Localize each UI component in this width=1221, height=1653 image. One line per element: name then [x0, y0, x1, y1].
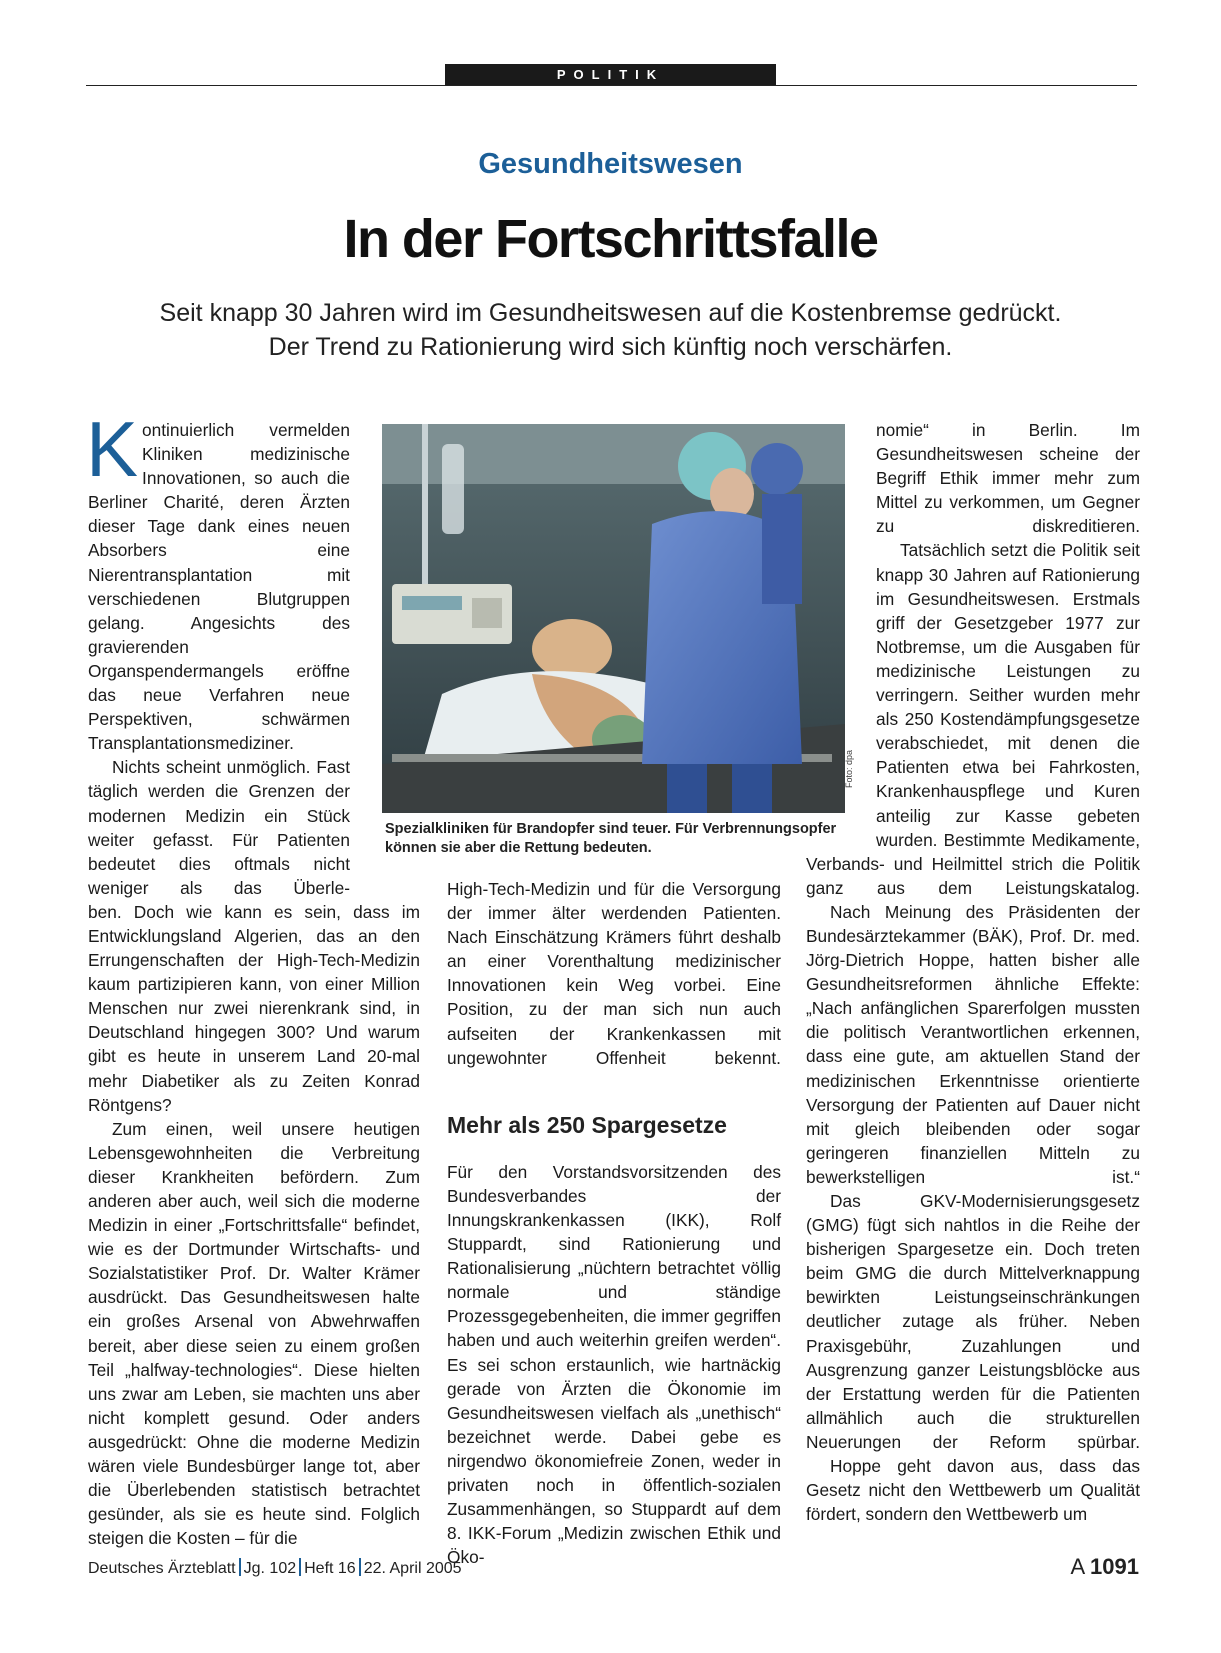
paragraph: Für den Vorstandsvorsitzenden des Bundesverbandes der Innungskrankenkassen (IKK), Rolf Stuppardt, sind Rationierung und Rationalisierung „nüchtern betrachtet völlig normale und ständige Prozessgegebenheiten, die immer gegriffen haben und auch weiterhin greifen werden“. Es sei schon erstaunlich, wie hartnäckig gerade von Ärzten die Ökonomie im Gesundheitswesen vielfach als „unethisch“ bezeichnet werde. Dabei gebe es nirgendwo ökonomiefreie Zonen, weder in privaten noch in öffentlich-sozialen Zusammenhängen, so Stuppardt auf dem 8. IKK-Forum „Medizin zwischen Ethik und Öko-: [447, 1161, 781, 1568]
column-2: [447, 877, 781, 1569]
paragraph: Tatsächlich setzt die Politik seit knapp 30 Jahren auf Rationierung im Gesundheitswesen. Erstmals griff der Gesetzgeber 1977 zur Notbremse, um die Ausgaben für medizinische Leistungen zu verringern. Seither wurden mehr als 250 Kostendämpfungsgesetze verabschiedet, mit denen die Patienten etwa bei Fahrkosten, Krankenhauspflege und Kuren anteilig zur Kasse gebeten wurden. Bestimmte Medikamente,: [876, 540, 1140, 850]
header-rule: [86, 85, 1137, 86]
paragraph: Kontinuierlich vermelden Kliniken medizinische Innovationen, so auch die Berliner Charité, deren Ärzten dieser Tage dank eines neuen Absorbers eine Nierentransplantation mit verschiedenen Blutgruppen gelang. Angesichts des gravierenden Organspendermangels eröffne das neue Verfahren neue Perspektiven, schwärmen Transplantationsmediziner.: [86, 405, 350, 754]
page-number: [1070, 1554, 1139, 1580]
page-prefix: A: [1070, 1554, 1084, 1579]
subheading: Mehr als 250 Spargesetze: [447, 1111, 727, 1138]
paragraph: Verbands- und Heilmittel strich die Politik ganz aus dem Leistungskatalog.: [806, 853, 1140, 898]
dek-line: Der Trend zu Rationierung wird sich künftig noch verschärfen.: [268, 333, 953, 361]
journal-name: Deutsches Ärzteblatt: [88, 1560, 236, 1577]
dek-line: Seit knapp 30 Jahren wird im Gesundheitswesen auf die Kostenbremse gedrückt.: [159, 299, 1062, 327]
kicker: Gesundheitswesen: [478, 148, 743, 180]
photo-burn-clinic: [382, 424, 845, 813]
paragraph: nomie“ in Berlin. Im Gesundheitswesen scheine der Begriff Ethik immer mehr zum Mittel zu verkommen, um Gegner zu diskreditieren.: [876, 420, 1140, 537]
paragraph: ben. Doch wie kann es sein, dass im Entwicklungsland Algerien, das an den Errungenschaften der High-Tech-Medizin kaum partizipieren kann, von einer Million Menschen nur zwei nierenkrank sind, in Deutschland hingegen 300? Und warum gibt es heute in unserem Land 20-mal mehr Diabetiker als zu Zeiten Konrad Röntgens?: [88, 901, 420, 1115]
paragraph: Hoppe geht davon aus, dass das Gesetz nicht den Wettbewerb um Qualität fördert, sondern den Wettbewerb um: [806, 1456, 1140, 1525]
paragraph: Nach Meinung des Präsidenten der Bundesärztekammer (BÄK), Prof. Dr. med. Jörg-Dietrich Hoppe, hatten bisher alle Gesundheitsreformen ähnliche Effekte: „Nach anfänglichen Sparerfolgen mussten die politisch Verantwortlichen erkennen, dass eine gute, am aktuellen Stand der medizinischen Erkenntnisse orientierte Versorgung der Patienten auf Dauer nicht mit gleich bleibenden oder sogar geringeren finanziellen Mitteln zu bewerkstelligen ist.“: [806, 901, 1140, 1187]
paragraph: High-Tech-Medizin und für die Versorgung der immer älter werdenden Patienten. Nach Einschätzung Krämers führt deshalb an einer Vorenthaltung medizinischer Innovationen kein Weg vorbei. Eine Position, zu der man sich nun auch aufseiten der Krankenkassen mit ungewohnter Offenheit bekennt.: [447, 879, 781, 1068]
footer-separator: [359, 1558, 361, 1576]
footer-separator: [239, 1558, 241, 1576]
dek: [0, 296, 1221, 364]
date: 22. April 2005: [363, 1560, 462, 1577]
page-number-value: 1091: [1090, 1554, 1139, 1579]
section-label: POLITIK: [445, 64, 776, 85]
photo-credit: Foto: dpa: [844, 749, 854, 788]
photo-illustration: [382, 424, 845, 813]
photo-caption: Spezialkliniken für Brandopfer sind teuer. Für Verbrennungsopfer können sie aber die Rettung bedeuten.: [385, 821, 837, 856]
paragraph: Zum einen, weil unsere heutigen Lebensgewohnheiten die Verbreitung dieser Krankheiten befördern. Zum anderen aber auch, weil sich die moderne Medizin in einer „Fortschrittsfalle“ befindet, wie es der Dortmunder Wirtschafts- und Sozialstatistiker Prof. Dr. Walter Krämer ausdrückt. Das Gesundheitswesen halte ein großes Arsenal von Abwehrwaffen bereit, aber diese seien zu einem großen Teil „halfway-technologies“. Diese hielten uns zwar am Leben, sie machten uns aber nicht komplett gesund. Oder anders ausgedrückt: Ohne die moderne Medizin wären viele Bundesbürger lange tot, aber die Überlebenden statistisch betrachtet gesünder, als sie es heute sind. Folglich steigen die Kosten – für die: [88, 1118, 420, 1549]
column-3: [806, 418, 1140, 1526]
footer-separator: [299, 1558, 301, 1576]
paragraph: Nichts scheint unmöglich. Fast täglich werden die Grenzen der modernen Medizin ein Stück weiter gefasst. Für Patienten bedeutet dies oftmals nicht weniger als das Überle-: [88, 757, 350, 898]
headline: In der Fortschrittsfalle: [343, 209, 878, 269]
drop-cap: K: [86, 405, 139, 493]
volume: Jg. 102: [243, 1560, 297, 1577]
paragraph: Das GKV-Modernisierungsgesetz (GMG) fügt sich nahtlos in die Reihe der bisherigen Spargesetze ein. Doch treten beim GMG die durch Mittelverknappung bewirkten Leistungseinschränkungen deutlicher zutage als früher. Neben Praxisgebühr, Zuzahlungen und Ausgrenzung ganzer Leistungsblöcke aus der Erstattung werden für die Patienten allmählich auch die strukturellen Neuerungen der Reform spürbar.: [806, 1191, 1140, 1452]
column-1: [86, 405, 420, 1550]
footer: [88, 1558, 462, 1578]
issue: Heft 16: [304, 1560, 356, 1577]
